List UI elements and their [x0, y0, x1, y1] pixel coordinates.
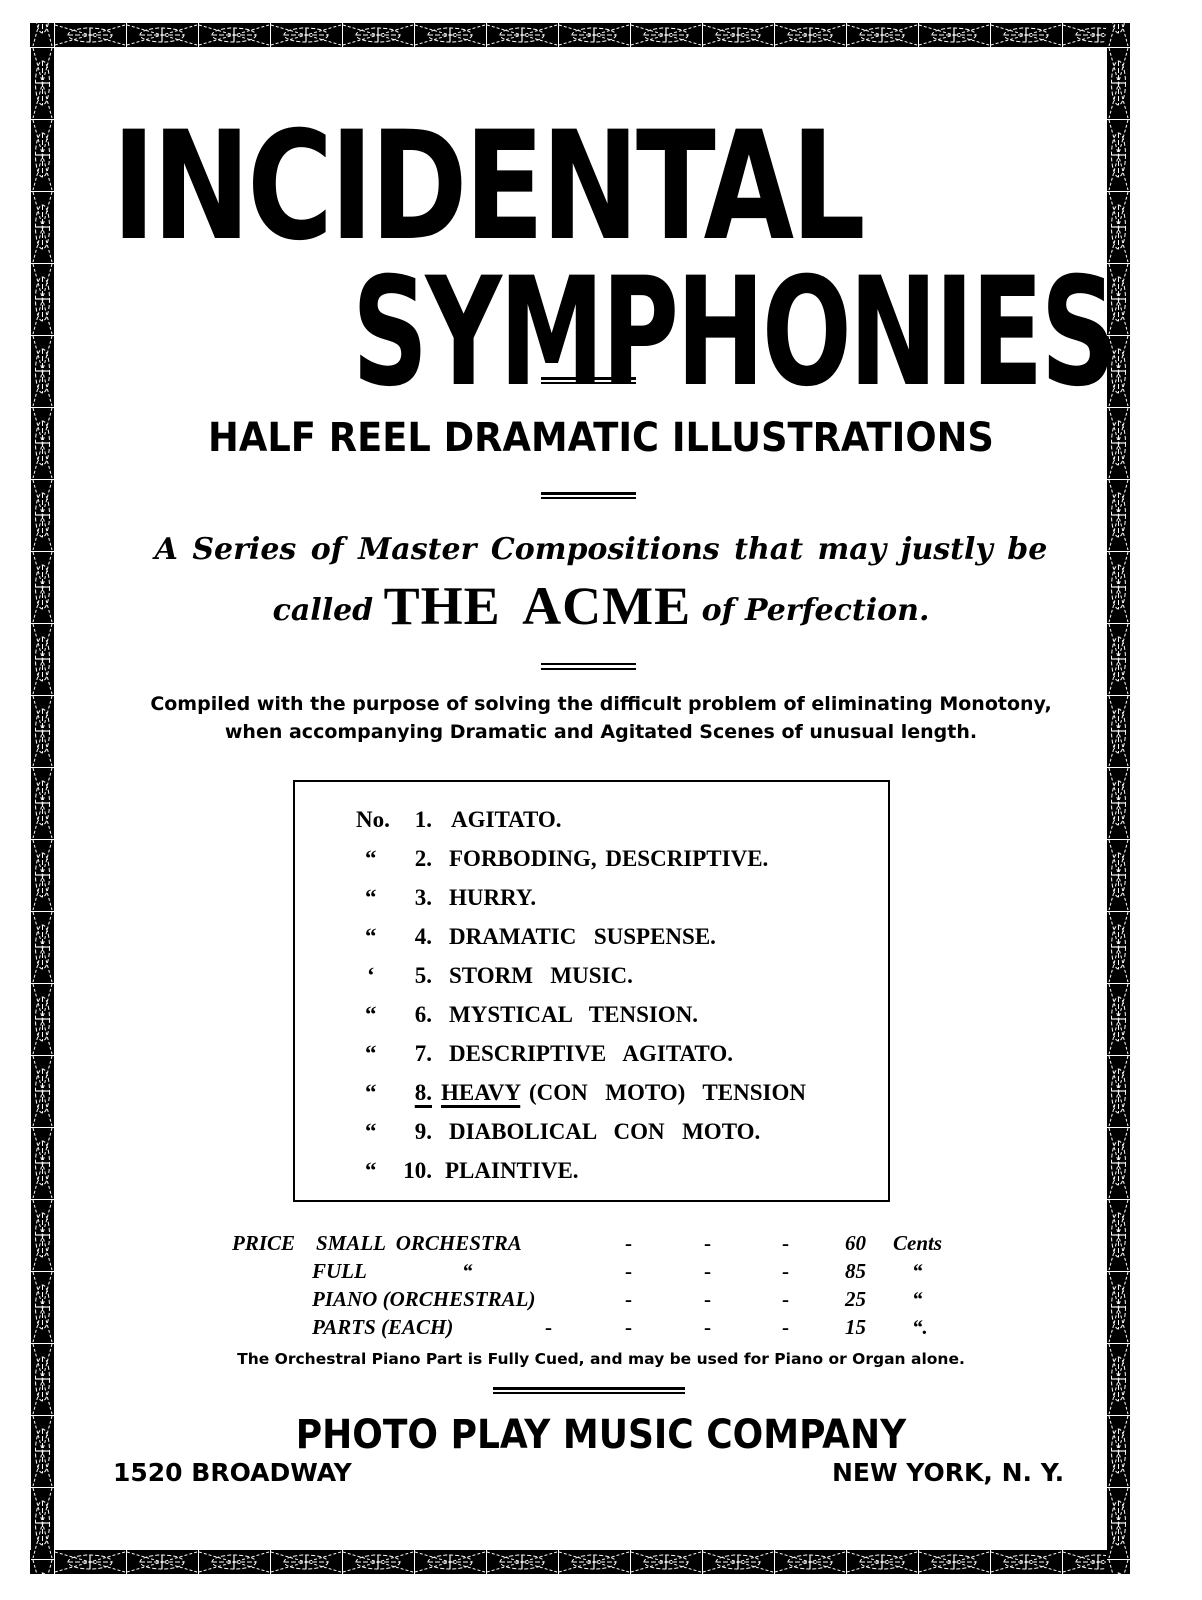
- list-item-number: 6.: [414, 1002, 432, 1027]
- pricing-note: The Orchestral Piano Part is Fully Cued, and may be used for Piano or Organ alone.: [237, 1350, 965, 1368]
- list-item-prefix: “: [365, 1002, 377, 1027]
- price-value: 85: [845, 1259, 866, 1283]
- list-item-number: 4.: [414, 924, 432, 949]
- list-item-prefix: “: [365, 1119, 377, 1144]
- leader-dash: -: [625, 1231, 632, 1255]
- price-item: PARTS (EACH): [312, 1315, 454, 1339]
- description-line-1: Compiled with the purpose of solving the difficult problem of eliminating Monotony,: [150, 693, 1052, 715]
- leader-dash: -: [782, 1259, 789, 1283]
- list-item-name: MYSTICAL TENSION.: [449, 1002, 699, 1027]
- border-pattern-icon: [31, 23, 54, 1574]
- tagline-line-2: [0, 578, 1202, 639]
- price-unit: “.: [912, 1315, 928, 1339]
- list-item-prefix: “: [365, 924, 377, 949]
- border-pattern-icon: [30, 23, 1130, 47]
- divider: [541, 663, 636, 670]
- price-value: 25: [845, 1287, 866, 1311]
- list-item-name: DIABOLICAL CON MOTO.: [449, 1119, 761, 1144]
- list-item-prefix: “: [365, 846, 377, 871]
- leader-dash: -: [782, 1315, 789, 1339]
- list-item-name-rest: (CON MOTO) TENSION: [520, 1080, 806, 1105]
- list-item-name: DRAMATIC SUSPENSE.: [449, 924, 716, 949]
- list-item-prefix: ‘: [367, 963, 375, 988]
- list-item-name: DESCRIPTIVE AGITATO.: [449, 1041, 733, 1066]
- ditto-mark: “: [462, 1259, 473, 1283]
- leader-dash: -: [704, 1315, 711, 1339]
- divider: [493, 1387, 685, 1394]
- leader-dash: -: [704, 1287, 711, 1311]
- list-item-prefix: “: [365, 1158, 377, 1183]
- ornamental-border-bottom: [30, 1550, 1130, 1574]
- subtitle: HALF REEL DRAMATIC ILLUSTRATIONS: [208, 415, 994, 461]
- leader-dash: -: [782, 1287, 789, 1311]
- list-item-number: 7.: [414, 1041, 432, 1066]
- list-item-number: 9.: [414, 1119, 432, 1144]
- tagline-prefix: called: [272, 593, 374, 628]
- list-item-number: 5.: [414, 963, 432, 988]
- price-row: [0, 1313, 1202, 1341]
- compositions-list: [293, 780, 890, 1202]
- price-unit: “: [912, 1259, 923, 1283]
- leader-dash: -: [625, 1259, 632, 1283]
- divider: [541, 377, 636, 384]
- price-value: 15: [845, 1315, 866, 1339]
- price-item: SMALL ORCHESTRA: [316, 1231, 522, 1255]
- list-item-prefix: “: [365, 1041, 377, 1066]
- list-item-number: 2.: [414, 846, 432, 871]
- price-row: [0, 1285, 1202, 1313]
- list-item-number: 8.: [414, 1080, 432, 1105]
- leader-dash: -: [704, 1259, 711, 1283]
- list-item-name: HURRY.: [449, 885, 537, 910]
- price-unit: Cents: [893, 1231, 943, 1255]
- underlined-word: HEAVY: [441, 1080, 521, 1105]
- price-value: 60: [845, 1231, 866, 1255]
- tagline-line-1: A Series of Master Compositions that may justly be: [154, 532, 1048, 567]
- leader-dash: -: [545, 1315, 552, 1339]
- list-item-prefix: “: [365, 1080, 377, 1105]
- publisher-address: 1520 BROADWAY: [113, 1458, 352, 1487]
- price-item: PIANO (ORCHESTRAL): [312, 1287, 536, 1311]
- list-item-name: STORM MUSIC.: [449, 963, 633, 988]
- tagline-suffix: of Perfection.: [701, 593, 930, 628]
- publisher-name: PHOTO PLAY MUSIC COMPANY: [295, 1412, 907, 1458]
- description-line-2: when accompanying Dramatic and Agitated Scenes of unusual length.: [224, 721, 978, 743]
- leader-dash: -: [625, 1287, 632, 1311]
- price-item: FULL: [312, 1259, 367, 1283]
- list-item-number: 3.: [414, 885, 432, 910]
- tagline-emphasis: THE ACME: [383, 576, 692, 636]
- list-item-number: 10.: [403, 1158, 432, 1183]
- list-item-name: AGITATO.: [451, 807, 562, 832]
- divider: [541, 492, 636, 499]
- price-label: PRICE: [232, 1231, 296, 1255]
- list-item-prefix: “: [365, 885, 377, 910]
- price-row: [0, 1257, 1202, 1285]
- leader-dash: -: [625, 1315, 632, 1339]
- ornamental-border-top: [30, 23, 1130, 47]
- border-pattern-icon: [30, 1550, 1130, 1574]
- title-line-1: INCIDENTAL: [112, 100, 863, 274]
- list-item-name: PLAINTIVE.: [445, 1158, 579, 1183]
- publisher-city: NEW YORK, N. Y.: [832, 1458, 1065, 1487]
- list-item-name: [441, 1075, 806, 1111]
- list-item-number: 1.: [414, 807, 432, 832]
- price-row: [0, 1229, 1202, 1257]
- title-line-2: SYMPHONIES: [352, 246, 1114, 420]
- leader-dash: -: [782, 1231, 789, 1255]
- list-item-prefix: No.: [356, 807, 390, 832]
- price-unit: “: [912, 1287, 923, 1311]
- leader-dash: -: [704, 1231, 711, 1255]
- list-item-name: FORBODING, DESCRIPTIVE.: [449, 846, 769, 871]
- ornamental-border-left: [31, 23, 54, 1574]
